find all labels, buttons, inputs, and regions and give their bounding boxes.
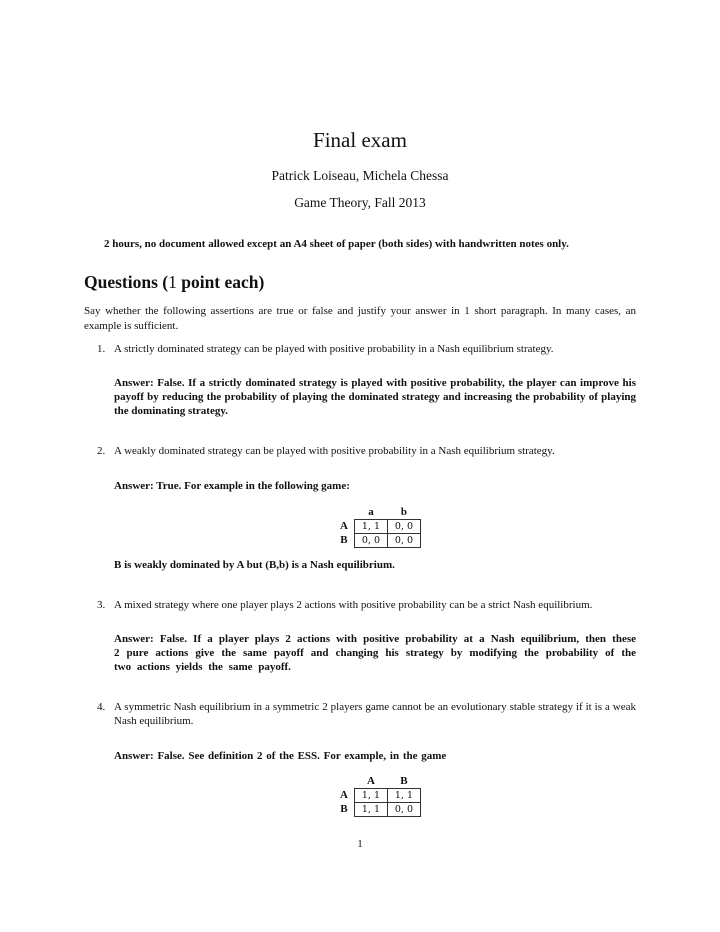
- question-number: 3.: [97, 599, 106, 611]
- question-4: [97, 700, 636, 728]
- question-text: A weakly dominated strategy can be played with positive probability in a Nash equilibrium strategy.: [114, 445, 555, 457]
- column-header: B: [400, 775, 408, 787]
- payoff-cell: 0, 0: [387, 803, 420, 817]
- authors: Patrick Loiseau, Michela Chessa: [271, 168, 449, 183]
- payoff-cell: 1, 1: [387, 789, 420, 803]
- section-heading-prefix: Questions (: [84, 272, 169, 292]
- question-2: [97, 444, 636, 458]
- payoff-cell: 0, 0: [354, 534, 387, 548]
- answer-1: Answer: False. If a strictly dominated strategy is played with positive probability, the player can improve his payoff by reducing the probability of playing the dominated strategy and increasing the probability of playing the dominating strategy.: [114, 377, 636, 417]
- payoff-cell: 1, 1: [354, 520, 387, 534]
- question-1: [97, 342, 636, 356]
- question-text: A strictly dominated strategy can be played with positive probability in a Nash equilibrium strategy.: [114, 343, 554, 355]
- column-header: b: [400, 506, 408, 518]
- question-3: [97, 598, 636, 612]
- answer-4: Answer: False. See definition 2 of the ESS. For example, in the game: [114, 750, 447, 762]
- row-header: B: [340, 803, 348, 815]
- row-header: A: [340, 520, 348, 532]
- column-header: a: [368, 506, 374, 518]
- page-number: 1: [357, 838, 363, 850]
- document-title: Final exam: [313, 128, 407, 152]
- row-header: A: [340, 789, 348, 801]
- section-heading: [84, 272, 264, 293]
- question-text: A mixed strategy where one player plays 2 actions with positive probability can be a strict Nash equilibrium.: [114, 599, 593, 611]
- payoff-cell: 0, 0: [387, 520, 420, 534]
- question-text: A symmetric Nash equilibrium in a symmetric 2 players game cannot be an evolutionary stable strategy if it is a weak Nash equilibrium.: [114, 701, 636, 727]
- exam-instructions: 2 hours, no document allowed except an A4 sheet of paper (both sides) with handwritten notes only.: [104, 238, 569, 250]
- question-number: 2.: [97, 445, 106, 457]
- payoff-table-1: [335, 505, 421, 548]
- section-intro: Say whether the following assertions are true or false and justify your answer in 1 short paragraph. In many cases, an example is sufficient.: [84, 305, 636, 332]
- payoff-table-2: [335, 774, 421, 817]
- payoff-cell: 0, 0: [387, 534, 420, 548]
- question-number: 4.: [97, 701, 106, 713]
- row-header: B: [340, 534, 348, 546]
- payoff-cell: 1, 1: [354, 789, 387, 803]
- section-heading-suffix: point each): [176, 272, 265, 292]
- section-heading-number: 1: [168, 272, 177, 292]
- answer-2-conclusion: B is weakly dominated by A but (B,b) is a Nash equilibrium.: [114, 559, 395, 571]
- answer-3: Answer: False. If a player plays 2 actions with positive probability at a Nash equilibrium, then these 2 pure actions give the same payoff and changing his strategy by modifying the probability of the two actions yields the same payoff.: [114, 633, 636, 673]
- question-number: 1.: [97, 343, 106, 355]
- payoff-cell: 1, 1: [354, 803, 387, 817]
- column-header: A: [366, 775, 375, 787]
- answer-2: Answer: True. For example in the following game:: [114, 480, 350, 492]
- course-info: Game Theory, Fall 2013: [294, 195, 426, 210]
